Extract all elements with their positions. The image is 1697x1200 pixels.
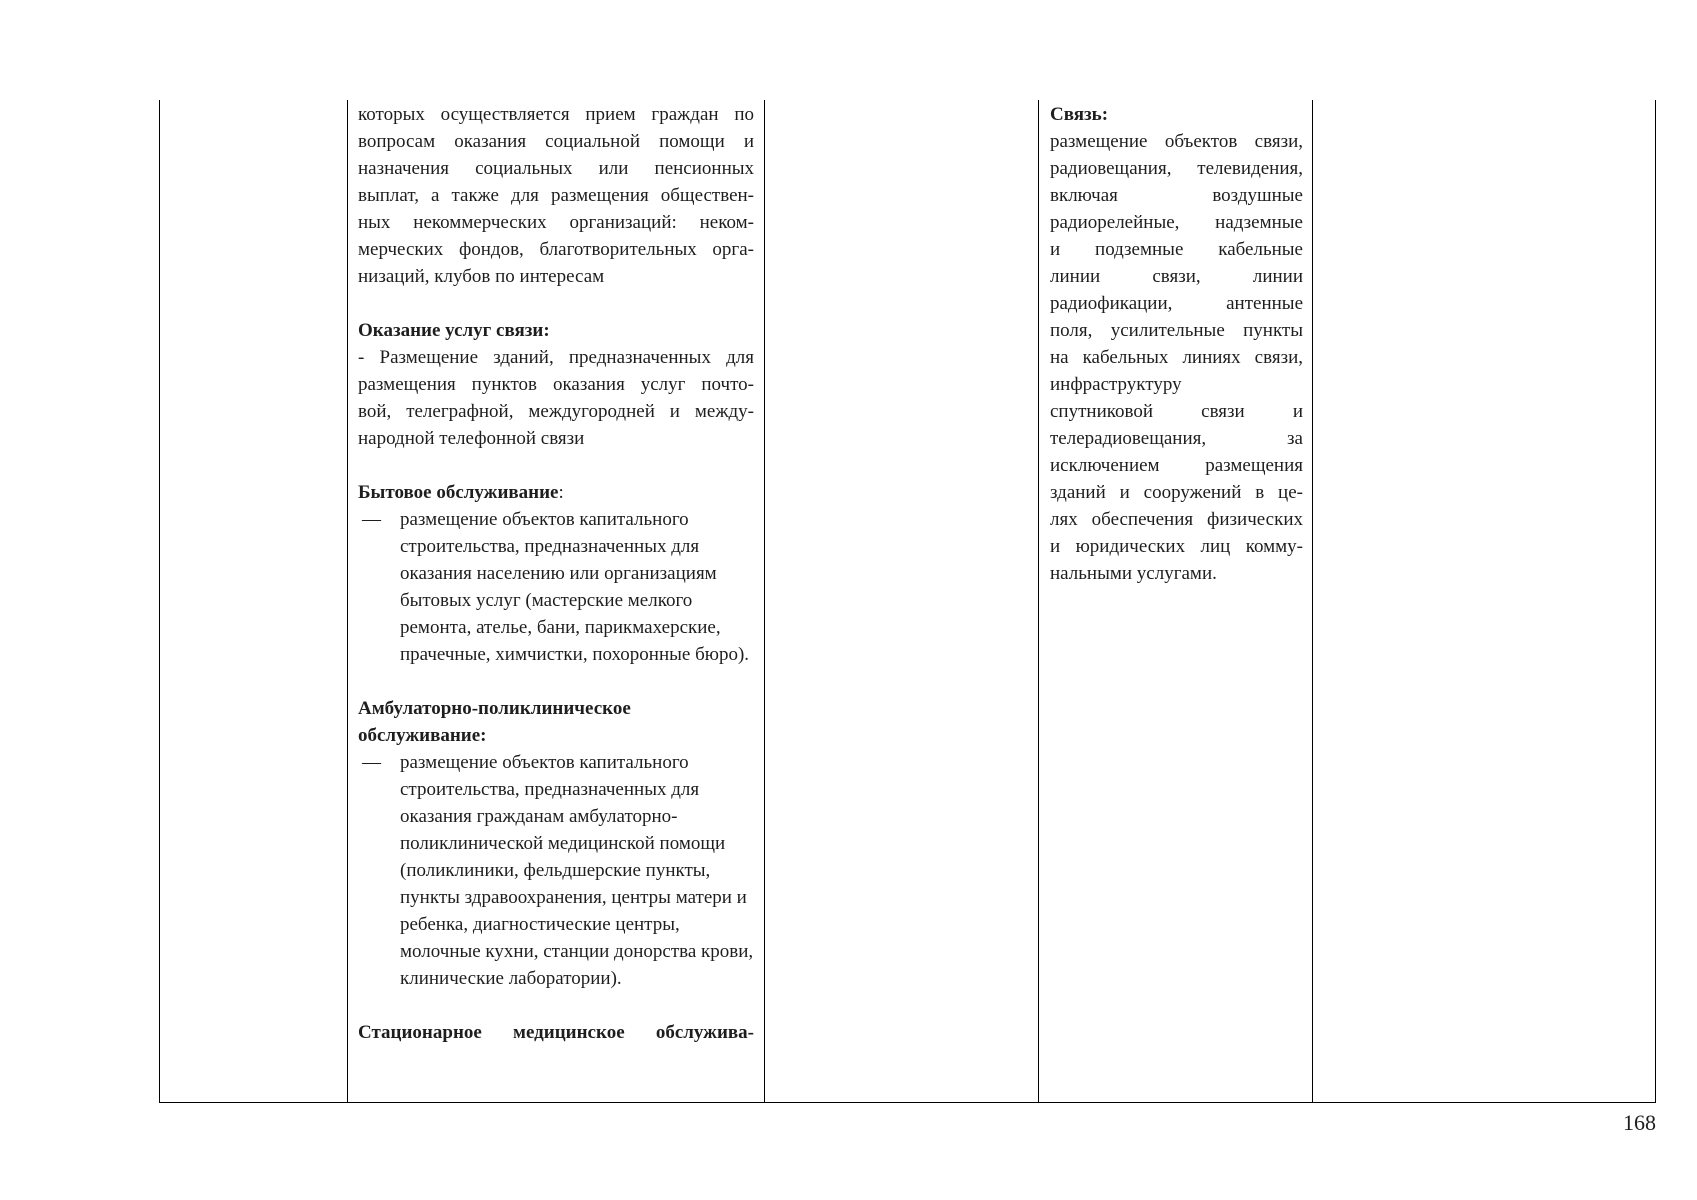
table-cell-col1: [159, 100, 347, 1102]
regulations-table: [159, 100, 1656, 1103]
communication-line: исключением размещения: [1050, 455, 1303, 476]
communication-line: радиовещания, телевидения,: [1050, 158, 1303, 179]
communication-line: зданий и сооружений в це-: [1050, 482, 1303, 503]
communication-services-line: народной телефонной связи: [358, 428, 585, 449]
communication-line: включая воздушные: [1050, 185, 1303, 206]
communication-line: телерадиовещания, за: [1050, 428, 1303, 449]
outpatient-services-text: размещение объектов капитального строительства, предназначенных для оказания гражданам амбулаторно-поликлинической медицинской помощи (поликлиники, фельдшерские пункты, пункты здравоохранения, центры матери и ребенка, диагностические центры, молочные кухни, станции донорства крови, клинические лаборатории).: [400, 752, 754, 989]
household-services-text: размещение объектов капитального строительства, предназначенных для оказания населению или организациям бытовых услуг (мастерские мелкого ремонта, ателье, бани, парикмахерские, прачечные, химчистки, похоронные бюро).: [400, 509, 750, 665]
table-cell-col5: [1312, 100, 1656, 1102]
outpatient-services-list: [358, 749, 754, 992]
intro-line: выплат, а также для размещения обществен-: [358, 185, 754, 206]
communication-line: размещение объектов связи,: [1050, 131, 1303, 152]
dash-bullet: —: [362, 752, 381, 773]
household-services-list: [358, 506, 754, 668]
communication-line: лях обеспечения физических: [1050, 509, 1303, 530]
communication-line: нальными услугами.: [1050, 563, 1217, 584]
table-cell-conditional-uses: [1038, 100, 1312, 1102]
intro-line: назначения социальных или пенсионных: [358, 158, 754, 179]
list-item: [358, 506, 754, 668]
communication-line: радиорелейные, надземные: [1050, 212, 1303, 233]
intro-line: мерческих фондов, благотворительных орга-: [358, 239, 754, 260]
communication-line: радиофикации, антенные: [1050, 293, 1303, 314]
communication-services-line: вой, телеграфной, междугородней и между-: [358, 401, 754, 422]
communication-services-line: - Размещение зданий, предназначенных для: [358, 347, 754, 368]
communication-line: и подземные кабельные: [1050, 239, 1303, 260]
communication-line: поля, усилительные пункты: [1050, 320, 1303, 341]
heading-colon: :: [558, 482, 564, 503]
communication-line: инфраструктуру: [1050, 374, 1182, 395]
communication-line: на кабельных линиях связи,: [1050, 347, 1303, 368]
communication-heading: Связь:: [1050, 104, 1109, 125]
intro-line: низаций, клубов по интересам: [358, 266, 605, 287]
intro-line: которых осуществляется прием граждан по: [358, 104, 754, 125]
outpatient-services-heading: Амбулаторно-поликлиническое обслуживание:: [358, 698, 631, 746]
table-cell-permitted-uses: [347, 100, 764, 1102]
page-number: 168: [1623, 1110, 1656, 1135]
communication-services-line: размещения пунктов оказания услуг почто-: [358, 374, 754, 395]
household-services-heading: Бытовое обслуживание: [358, 482, 559, 503]
inpatient-services-heading: Стационарное медицинское обслужива-: [358, 1022, 754, 1043]
intro-line: ных некоммерческих организаций: неком-: [358, 212, 754, 233]
communication-line: спутниковой связи и: [1050, 401, 1303, 422]
intro-line: вопросам оказания социальной помощи и: [358, 131, 754, 152]
communication-line: и юридических лиц комму-: [1050, 536, 1303, 557]
dash-bullet: —: [362, 509, 381, 530]
communication-line: линии связи, линии: [1050, 266, 1303, 287]
household-services-heading-line: [358, 479, 754, 506]
list-item: [358, 749, 754, 992]
table-cell-col3: [764, 100, 1038, 1102]
communication-services-heading: Оказание услуг связи:: [358, 320, 550, 341]
